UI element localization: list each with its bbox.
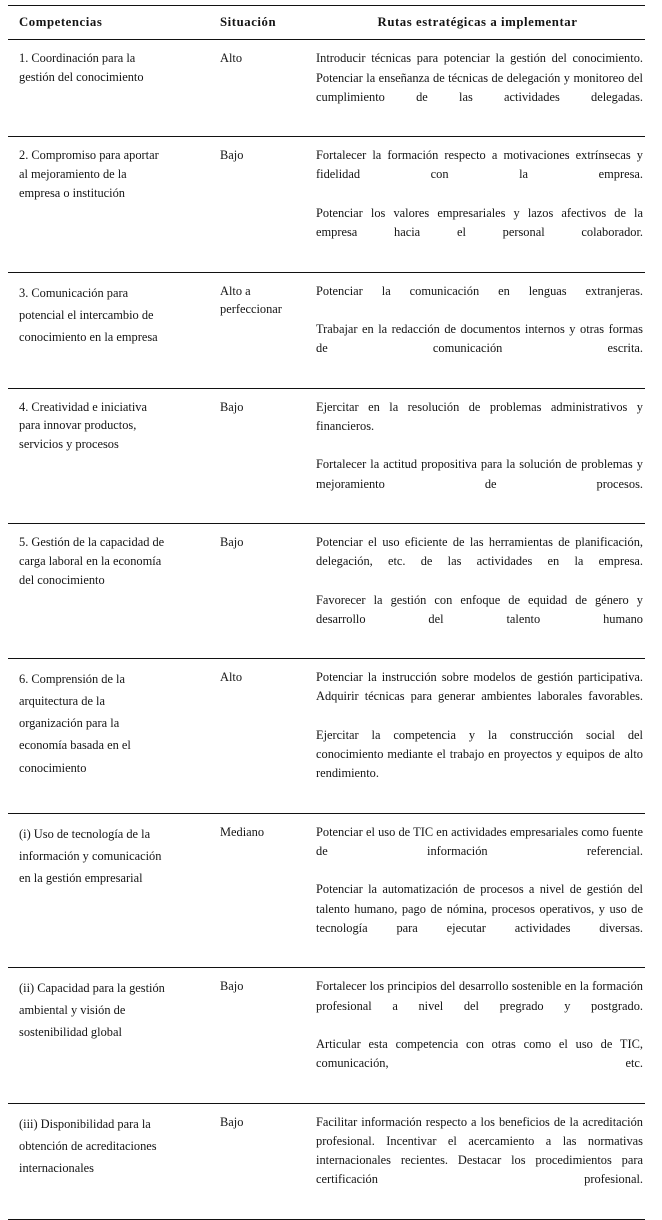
cell-rutas-estrategicas <box>310 659 645 814</box>
situacion-line: perfeccionar <box>220 302 282 317</box>
table-row <box>8 137 645 272</box>
competencia-line: gestión del conocimiento <box>19 70 144 85</box>
ruta-paragraph: Potenciar la automatización de procesos a nivel de gestión del talento humano, pago de nómina, procesos operativos, y uso de tecnología para ejecutar actividades diversas. <box>316 882 643 935</box>
ruta-paragraph: Ejercitar en la resolución de problemas administrativos y financieros. <box>316 399 643 433</box>
column-header-competencias: Competencias <box>19 15 103 29</box>
ruta-paragraph: Fortalecer la formación respecto a motivaciones extrínsecas y fidelidad con la empresa. <box>316 148 643 182</box>
table-body <box>8 40 645 1219</box>
competencia-line: 6. Comprensión de la <box>19 672 125 687</box>
cell-rutas-estrategicas <box>310 388 645 523</box>
ruta-paragraph: Potenciar los valores empresariales y lazos afectivos de la empresa hacia el personal colaborador. <box>316 205 643 240</box>
competencia-line: del conocimiento <box>19 572 105 587</box>
competencia-line: conocimiento <box>19 760 87 775</box>
cell-competencia <box>8 813 214 968</box>
competencia-line: 1. Coordinación para la <box>19 51 136 66</box>
ruta-paragraph: Introducir técnicas para potenciar la gestión del conocimiento. Potenciar la enseñanza de técnicas de delegación y monitoreo del cumplimiento de las actividades delegadas. <box>316 51 643 104</box>
cell-competencia <box>8 523 214 658</box>
competencia-line: 3. Comunicación para <box>19 285 129 300</box>
situacion-line: Bajo <box>220 979 244 994</box>
situacion-line: Alto <box>220 51 243 66</box>
competencia-line: sostenibilidad global <box>19 1025 122 1040</box>
situacion-line: Bajo <box>220 1114 244 1129</box>
competencia-line: servicios y procesos <box>19 437 119 452</box>
competencia-line: 5. Gestión de la capacidad de <box>19 534 165 549</box>
competencia-line: (iii) Disponibilidad para la <box>19 1116 151 1131</box>
cell-rutas-estrategicas <box>310 813 645 968</box>
cell-situacion <box>214 388 310 523</box>
cell-situacion <box>214 813 310 968</box>
competencia-line: para innovar productos, <box>19 418 137 433</box>
competencia-line: organización para la <box>19 716 120 731</box>
situacion-line: Bajo <box>220 399 244 414</box>
ruta-paragraph: Potenciar la comunicación en lenguas extranjeras. <box>316 283 643 298</box>
cell-rutas-estrategicas <box>310 523 645 658</box>
table-row <box>8 813 645 968</box>
column-header-situacion: Situación <box>220 15 277 29</box>
table-row <box>8 272 645 388</box>
table-row <box>8 968 645 1103</box>
competencia-line: empresa o institución <box>19 185 125 200</box>
competencia-line: (ii) Capacidad para la gestión <box>19 981 165 996</box>
situacion-line: Mediano <box>220 824 265 839</box>
cell-rutas-estrategicas <box>310 968 645 1103</box>
table-row <box>8 40 645 137</box>
situacion-line: Bajo <box>220 148 244 163</box>
competencia-line: economía basada en el <box>19 738 131 753</box>
cell-rutas-estrategicas <box>310 1103 645 1219</box>
table-row <box>8 523 645 658</box>
cell-situacion <box>214 40 310 137</box>
cell-situacion <box>214 1103 310 1219</box>
ruta-paragraph: Potenciar la instrucción sobre modelos de gestión participativa. Adquirir técnicas para generar ambientes laborales favorables. <box>316 670 643 704</box>
situacion-line: Bajo <box>220 534 244 549</box>
ruta-paragraph: Fortalecer la actitud propositiva para la solución de problemas y mejoramiento de procesos. <box>316 457 643 491</box>
cell-competencia <box>8 40 214 137</box>
competencia-line: 4. Creatividad e iniciativa <box>19 399 147 414</box>
competencia-line: obtención de acreditaciones <box>19 1138 157 1153</box>
ruta-paragraph: Facilitar información respecto a los beneficios de la acreditación profesional. Incentivar el acercamiento a las normativas internacionales recientes. Destacar los procedimientos para certificación profesional. <box>316 1114 643 1187</box>
cell-competencia <box>8 968 214 1103</box>
competencia-line: en la gestión empresarial <box>19 870 143 885</box>
cell-situacion <box>214 137 310 272</box>
competencia-line: ambiental y visión de <box>19 1003 126 1018</box>
cell-competencia <box>8 388 214 523</box>
competencias-table <box>8 5 645 1220</box>
competencia-line: información y comunicación <box>19 848 162 863</box>
cell-competencia <box>8 272 214 388</box>
cell-competencia <box>8 137 214 272</box>
situacion-line: Alto <box>220 670 243 685</box>
cell-situacion <box>214 659 310 814</box>
cell-competencia <box>8 1103 214 1219</box>
cell-situacion <box>214 272 310 388</box>
ruta-paragraph: Fortalecer los principios del desarrollo sostenible en la formación profesional a nivel del pregrado y postgrado. <box>316 979 643 1013</box>
table-header-row <box>8 6 645 40</box>
situacion-line: Alto a <box>220 283 251 298</box>
ruta-paragraph: Favorecer la gestión con enfoque de equidad de género y desarrollo del talento humano <box>316 592 643 626</box>
table-row <box>8 388 645 523</box>
cell-rutas-estrategicas <box>310 137 645 272</box>
competencia-line: arquitectura de la <box>19 694 105 709</box>
ruta-paragraph: Ejercitar la competencia y la construcción social del conocimiento mediante el trabajo en proyectos y equipos de alto rendimiento. <box>316 727 643 781</box>
cell-rutas-estrategicas <box>310 272 645 388</box>
ruta-paragraph: Potenciar el uso de TIC en actividades empresariales como fuente de información referencial. <box>316 824 643 858</box>
table-row <box>8 1103 645 1219</box>
competencia-line: al mejoramiento de la <box>19 167 127 182</box>
cell-competencia <box>8 659 214 814</box>
table-header <box>8 6 645 40</box>
competencia-line: potencial el intercambio de <box>19 307 154 322</box>
table-row <box>8 659 645 814</box>
competencia-line: (i) Uso de tecnología de la <box>19 826 151 841</box>
column-header-rutas: Rutas estratégicas a implementar <box>377 15 578 29</box>
cell-situacion <box>214 968 310 1103</box>
competencia-line: conocimiento en la empresa <box>19 329 158 344</box>
competencia-line: internacionales <box>19 1160 94 1175</box>
ruta-paragraph: Trabajar en la redacción de documentos internos y otras formas de comunicación escrita. <box>316 321 643 356</box>
cell-situacion <box>214 523 310 658</box>
ruta-paragraph: Potenciar el uso eficiente de las herramientas de planificación, delegación, etc. de las actividades en la empresa. <box>316 534 643 569</box>
competencia-line: carga laboral en la economía <box>19 553 162 568</box>
ruta-paragraph: Articular esta competencia con otras como el uso de TIC, comunicación, etc. <box>316 1036 643 1071</box>
cell-rutas-estrategicas <box>310 40 645 137</box>
competencia-line: 2. Compromiso para aportar <box>19 148 159 163</box>
